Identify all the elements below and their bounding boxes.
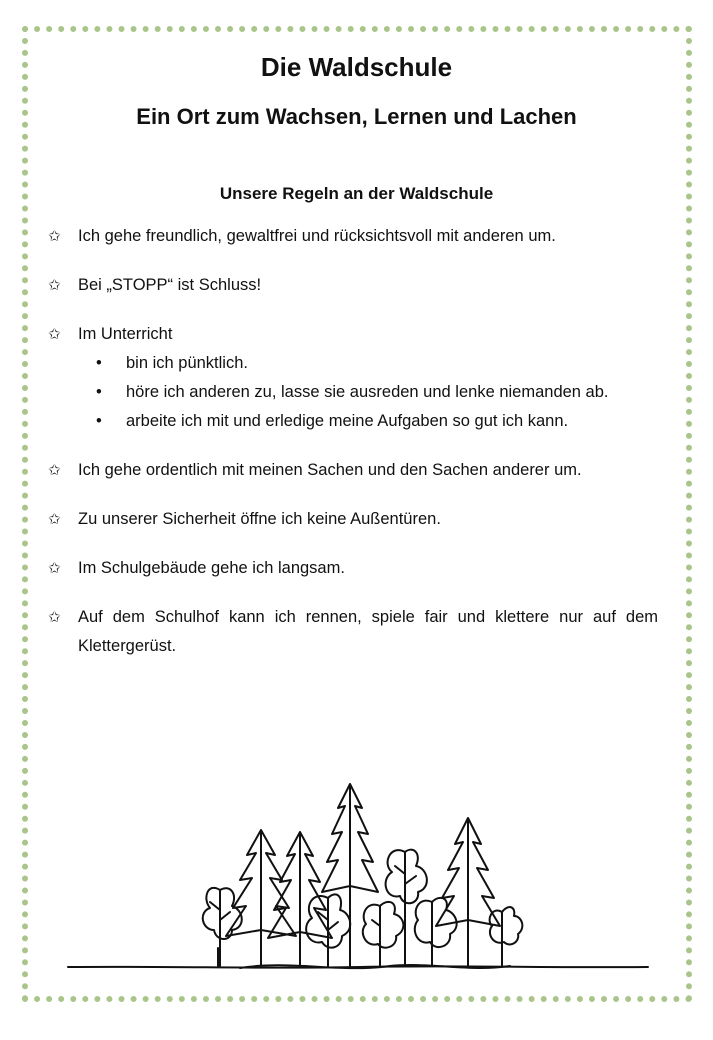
- sub-list: [78, 349, 658, 436]
- rule-item: [48, 222, 658, 251]
- rule-item: [48, 505, 658, 534]
- sub-item-text: bin ich pünktlich.: [126, 354, 248, 372]
- star-outline-icon: ✩: [48, 277, 61, 294]
- sub-item: [78, 378, 658, 407]
- rule-item: [48, 603, 658, 661]
- rule-text: Ich gehe freundlich, gewaltfrei und rücksichtsvoll mit anderen um.: [78, 227, 556, 245]
- forest-trees-illustration: [60, 770, 660, 980]
- rule-item: [48, 554, 658, 583]
- rules-list: [48, 222, 658, 681]
- rule-text: Im Unterricht: [78, 325, 173, 343]
- sub-item-text: arbeite ich mit und erledige meine Aufgaben so gut ich kann.: [126, 412, 569, 430]
- sub-item: [78, 407, 658, 436]
- rule-text: Im Schulgebäude gehe ich langsam.: [78, 559, 345, 577]
- rule-text: Bei „STOPP“ ist Schluss!: [78, 276, 262, 294]
- star-outline-icon: ✩: [48, 609, 61, 626]
- star-outline-icon: ✩: [48, 326, 61, 343]
- page-title: Die Waldschule: [260, 52, 453, 82]
- bullet-icon: •: [96, 354, 102, 372]
- star-outline-icon: ✩: [48, 462, 61, 479]
- star-outline-icon: ✩: [48, 228, 61, 245]
- rule-text: Ich gehe ordentlich mit meinen Sachen und den Sachen anderer um.: [78, 461, 582, 479]
- sub-item-text: höre ich anderen zu, lasse sie ausreden und lenke niemanden ab.: [126, 383, 609, 401]
- rule-item: [48, 456, 658, 485]
- section-heading: Unsere Regeln an der Waldschule: [219, 184, 494, 203]
- bullet-icon: •: [96, 412, 102, 430]
- rule-item: [48, 320, 658, 436]
- bullet-icon: •: [96, 383, 102, 401]
- rule-text: Zu unserer Sicherheit öffne ich keine Außentüren.: [78, 510, 441, 528]
- star-outline-icon: ✩: [48, 560, 61, 577]
- rule-item: [48, 271, 658, 300]
- sub-item: [78, 349, 658, 378]
- star-outline-icon: ✩: [48, 511, 61, 528]
- rule-text: Auf dem Schulhof kann ich rennen, spiele fair und klettere nur auf dem Klettergerüst.: [78, 608, 658, 655]
- page-subtitle: Ein Ort zum Wachsen, Lernen und Lachen: [136, 104, 577, 129]
